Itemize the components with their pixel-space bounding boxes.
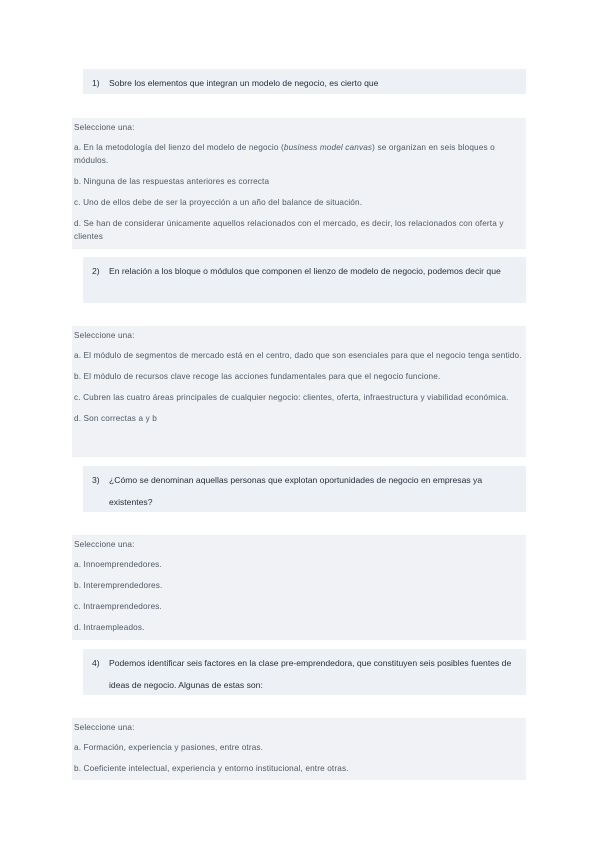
option-b[interactable]: b. Interemprendedores. (74, 581, 163, 590)
select-one-label: Seleccione una: (74, 123, 135, 132)
option-a[interactable]: a. En la metodología del lienzo del modelo de negocio (business model canvas) se organizan en seis bloques o módulos. (74, 143, 495, 165)
option-b[interactable]: b. Coeficiente intelectual, experiencia y entorno institucional, entre otras. (74, 764, 349, 773)
question-4 (83, 649, 526, 695)
question-3 (83, 466, 526, 512)
question-text: Sobre los elementos que integran un modelo de negocio, es cierto que (109, 78, 379, 88)
question-text: ¿Cómo se denominan aquellas personas que explotan oportunidades de negocio en empresas ya existentes? (109, 475, 483, 507)
option-c[interactable]: c. Cubren las cuatro áreas principales de cualquier negocio: clientes, oferta, infraestructura y viabilidad económica. (74, 393, 509, 402)
option-d[interactable]: d. Se han de considerar únicamente aquellos relacionados con el mercado, es decir, los relacionados con oferta y clientes (74, 219, 504, 241)
select-one-label: Seleccione una: (74, 331, 135, 340)
question-number: 2) (92, 266, 100, 276)
question-text: En relación a los bloque o módulos que componen el lienzo de modelo de negocio, podemos decir que (109, 266, 501, 276)
answer-block-3 (72, 535, 526, 640)
option-c[interactable]: c. Intraemprendedores. (74, 602, 162, 611)
question-text: Podemos identificar seis factores en la clase pre-emprendedora, que constituyen seis posibles fuentes de ideas de negocio. Algunas de estas son: (109, 658, 512, 690)
option-b[interactable]: b. El módulo de recursos clave recoge las acciones fundamentales para que el negocio funcione. (74, 372, 441, 381)
select-one-label: Seleccione una: (74, 723, 135, 732)
question-1 (83, 69, 526, 94)
answer-block-1 (72, 118, 526, 249)
question-number: 4) (92, 658, 100, 668)
select-one-label: Seleccione una: (74, 540, 135, 549)
answer-block-2 (72, 326, 526, 457)
option-d[interactable]: d. Intraempleados. (74, 623, 145, 632)
answer-block-4 (72, 718, 526, 780)
question-2 (83, 257, 526, 303)
question-number: 3) (92, 475, 100, 485)
option-b[interactable]: b. Ninguna de las respuestas anteriores es correcta (74, 177, 270, 186)
option-a[interactable]: a. Innoemprendedores. (74, 560, 162, 569)
option-d[interactable]: d. Son correctas a y b (74, 414, 157, 423)
option-a[interactable]: a. Formación, experiencia y pasiones, entre otras. (74, 743, 264, 752)
option-c[interactable]: c. Uno de ellos debe de ser la proyección a un año del balance de situación. (74, 198, 363, 207)
question-number: 1) (92, 78, 100, 88)
option-a[interactable]: a. El módulo de segmentos de mercado está en el centro, dado que son esenciales para que el negocio tenga sentido. (74, 351, 522, 360)
